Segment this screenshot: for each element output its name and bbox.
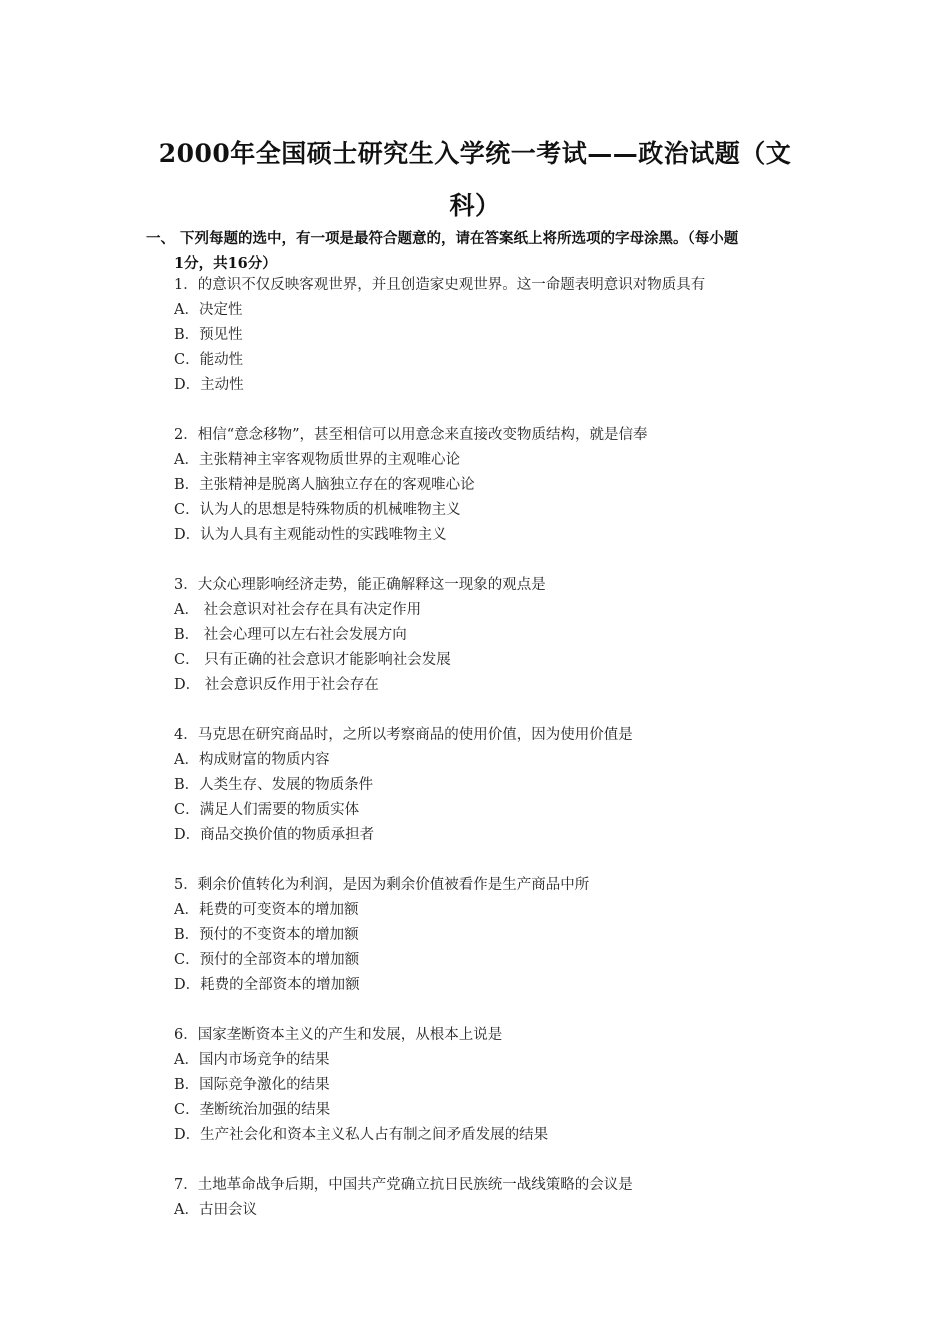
option-b: B．主张精神是脱离人脑独立存在的客观唯心论 [174, 477, 475, 493]
option-a: A．主张精神主宰客观物质世界的主观唯心论 [174, 452, 460, 468]
option-a: A．构成财富的物质内容 [174, 752, 330, 768]
question-stem: 1．的意识不仅反映客观世界，并且创造家史观世界。这一命题表明意识对物质具有 [174, 277, 706, 293]
option-b: B．国际竞争激化的结果 [174, 1077, 330, 1093]
question-1 [174, 273, 834, 398]
question-list [174, 273, 834, 1248]
question-6 [174, 1023, 834, 1148]
question-stem: 6．国家垄断资本主义的产生和发展，从根本上说是 [174, 1027, 503, 1043]
question-stem: 3．大众心理影响经济走势，能正确解释这一现象的观点是 [174, 577, 546, 593]
option-c: C．预付的全部资本的增加额 [174, 952, 360, 968]
document-title [150, 128, 800, 232]
question-stem: 2．相信“意念移物”，甚至相信可以用意念来直接改变物质结构，就是信奉 [174, 427, 648, 443]
option-b: B．预付的不变资本的增加额 [174, 927, 359, 943]
title-line-2: 科） [449, 191, 501, 220]
option-d: D． 社会意识反作用于社会存在 [174, 677, 379, 693]
option-c: C．垄断统治加强的结果 [174, 1102, 331, 1118]
question-2 [174, 423, 834, 548]
section-heading-line-1: 一、 下列每题的选中，有一项是最符合题意的，请在答案纸上将所选项的字母涂黑。（每小题 [146, 230, 739, 247]
option-c: C．能动性 [174, 352, 244, 368]
option-c: C． 只有正确的社会意识才能影响社会发展 [174, 652, 451, 668]
option-c: C．认为人的思想是特殊物质的机械唯物主义 [174, 502, 461, 518]
option-d: D．生产社会化和资本主义私人占有制之间矛盾发展的结果 [174, 1127, 549, 1143]
option-c: C．满足人们需要的物质实体 [174, 802, 360, 818]
option-d: D．认为人具有主观能动性的实践唯物主义 [174, 527, 447, 543]
option-d: D．耗费的全部资本的增加额 [174, 977, 360, 993]
question-5 [174, 873, 834, 998]
option-a: A．决定性 [174, 302, 243, 318]
option-d: D．主动性 [174, 377, 244, 393]
option-b: B．预见性 [174, 327, 243, 343]
section-heading [146, 226, 816, 276]
option-a: A． 社会意识对社会存在具有决定作用 [174, 602, 422, 618]
option-a: A．国内市场竞争的结果 [174, 1052, 330, 1068]
question-3 [174, 573, 834, 698]
option-a: A．古田会议 [174, 1202, 257, 1218]
question-stem: 4．马克思在研究商品时，之所以考察商品的使用价值，因为使用价值是 [174, 727, 633, 743]
option-b: B． 社会心理可以左右社会发展方向 [174, 627, 407, 643]
option-a: A．耗费的可变资本的增加额 [174, 902, 359, 918]
option-b: B．人类生存、发展的物质条件 [174, 777, 374, 793]
question-stem: 7．土地革命战争后期，中国共产党确立抗日民族统一战线策略的会议是 [174, 1177, 633, 1193]
option-d: D．商品交换价值的物质承担者 [174, 827, 375, 843]
question-7 [174, 1173, 834, 1223]
question-4 [174, 723, 834, 848]
section-heading-line-2: 1分，共16分） [174, 255, 277, 272]
title-line-1: 2000年全国硕士研究生入学统一考试——政治试题（文 [158, 139, 792, 168]
question-stem: 5．剩余价值转化为利润，是因为剩余价值被看作是生产商品中所 [174, 877, 590, 893]
